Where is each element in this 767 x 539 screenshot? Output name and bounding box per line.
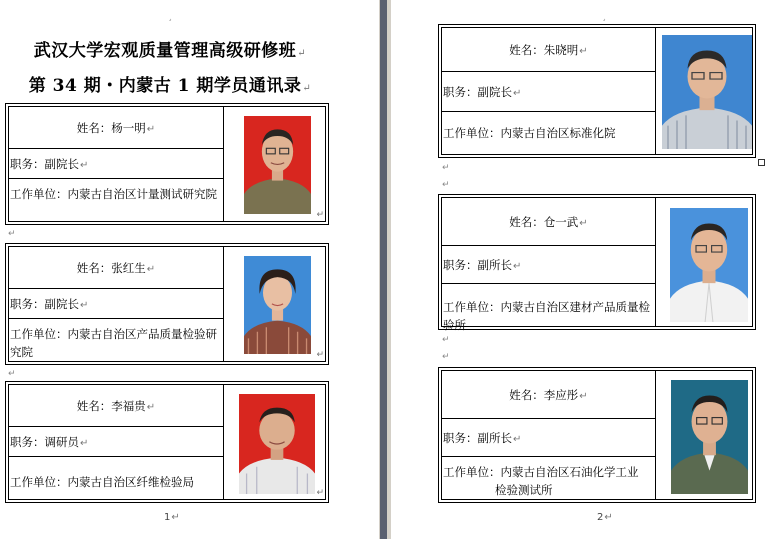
member-photo [244, 116, 311, 214]
document-title [0, 36, 340, 61]
member-name: 李福贵 [111, 399, 146, 413]
member-photo [662, 35, 752, 149]
page-number: 1↵ [164, 512, 180, 523]
photo-cell [656, 198, 752, 326]
title-line-1: 武汉大学宏观质量管理高级研修班 [33, 41, 297, 61]
member-fields [9, 247, 224, 361]
photo-cell [656, 28, 752, 154]
name-row: 姓名：仓一武↵ [442, 198, 655, 246]
workplace-row: 工作单位：内蒙古自治区标准化院 [443, 126, 616, 140]
member-workplace: 内蒙古自治区计量测试研究院 [67, 187, 217, 201]
workplace-row: 工作单位：内蒙古自治区产品质量检验研究院 [10, 327, 217, 359]
photo-cell [224, 247, 325, 361]
member-workplace: 内蒙古自治区产品质量检验研究院 [10, 327, 217, 359]
member-name: 杨一明 [111, 121, 146, 135]
name-row: 姓名：张红生↵ [9, 247, 223, 289]
position-row: 职务：副院长↵ [9, 149, 223, 179]
member-card [5, 103, 329, 225]
member-position: 副所长 [477, 258, 512, 272]
member-table [8, 246, 326, 362]
member-fields [442, 198, 656, 332]
top-marker: ¸ [602, 12, 607, 22]
paragraph-mark: ↵ [8, 369, 16, 379]
workplace-row: 工作单位：内蒙古自治区建材产品质量检验所 [443, 300, 650, 332]
portrait-icon [670, 208, 748, 322]
member-name: 朱晓明 [543, 43, 579, 57]
member-table [441, 27, 753, 155]
position-row: 职务：副所长↵ [442, 246, 655, 284]
paragraph-mark: ↵ [297, 48, 307, 59]
position-row: 职务：副院长↵ [442, 72, 655, 112]
member-position: 调研员 [44, 435, 79, 449]
page-number: 2↵ [597, 512, 613, 523]
cell-end-mark: ↵ [316, 488, 324, 498]
paragraph-mark: ↵ [442, 163, 450, 173]
member-name: 张红生 [111, 261, 146, 275]
name-row: 姓名：杨一明↵ [9, 107, 223, 149]
member-photo [670, 208, 748, 322]
member-position: 副院长 [477, 85, 512, 99]
portrait-icon [662, 35, 752, 149]
member-table [8, 106, 326, 222]
member-name: 仓一武 [543, 215, 579, 229]
member-workplace: 内蒙古自治区纤维检验局 [67, 475, 194, 489]
paragraph-mark: ↵ [8, 229, 16, 239]
position-row: 职务：副院长↵ [9, 289, 223, 319]
title-line-2: 第 34 期・内蒙古 1 期学员通讯录 [28, 76, 302, 96]
document-page-1 [0, 0, 379, 539]
member-card [438, 194, 756, 330]
member-position: 副院长 [44, 297, 79, 311]
member-position: 副所长 [477, 431, 512, 445]
member-workplace-line2: 检验测试所 [495, 483, 553, 497]
name-row: 姓名：李福贵↵ [9, 385, 223, 427]
paragraph-mark: ↵ [442, 352, 450, 362]
member-card [5, 243, 329, 365]
member-table [441, 370, 753, 500]
photo-cell [656, 371, 752, 499]
portrait-icon [671, 380, 748, 494]
member-card [438, 24, 756, 158]
member-workplace: 内蒙古自治区标准化院 [500, 126, 616, 140]
member-fields [9, 385, 224, 499]
paragraph-mark: ↵ [442, 335, 450, 345]
position-row: 职务：调研员↵ [9, 427, 223, 457]
name-row: 姓名：朱晓明↵ [442, 28, 655, 72]
member-card [5, 381, 329, 503]
document-page-2 [391, 0, 767, 539]
member-photo [239, 394, 315, 494]
photo-cell [224, 107, 325, 221]
cell-end-mark: ↵ [316, 350, 324, 360]
page-gutter [379, 0, 391, 539]
member-fields [442, 371, 656, 499]
member-name: 李应彤 [543, 388, 579, 402]
top-marker: ¸ [168, 12, 173, 22]
table-resize-handle[interactable] [758, 159, 765, 166]
portrait-icon [244, 256, 311, 354]
gutter-bar [380, 0, 387, 539]
member-workplace: 内蒙古自治区石油化学工业 [500, 465, 639, 479]
member-position: 副院长 [44, 157, 79, 171]
portrait-icon [239, 394, 315, 494]
cell-end-mark: ↵ [316, 210, 324, 220]
member-table [8, 384, 326, 500]
document-subtitle [0, 71, 340, 96]
member-card [438, 367, 756, 503]
name-row: 姓名：李应彤↵ [442, 371, 655, 419]
paragraph-mark: ↵ [442, 180, 450, 190]
position-row: 职务：副所长↵ [442, 419, 655, 457]
workplace-row: 工作单位：内蒙古自治区石油化学工业 检验测试所 [443, 465, 639, 497]
member-fields [442, 28, 656, 154]
photo-cell [224, 385, 325, 499]
workplace-row: 工作单位：内蒙古自治区计量测试研究院 [10, 187, 217, 201]
portrait-icon [244, 116, 311, 214]
paragraph-mark: ↵ [302, 83, 312, 94]
member-photo [671, 380, 748, 494]
member-table [441, 197, 753, 332]
member-photo [244, 256, 311, 354]
member-workplace: 内蒙古自治区建材产品质量检验所 [443, 300, 650, 332]
member-fields [9, 107, 224, 221]
workplace-row: 工作单位：内蒙古自治区纤维检验局 [10, 475, 194, 489]
